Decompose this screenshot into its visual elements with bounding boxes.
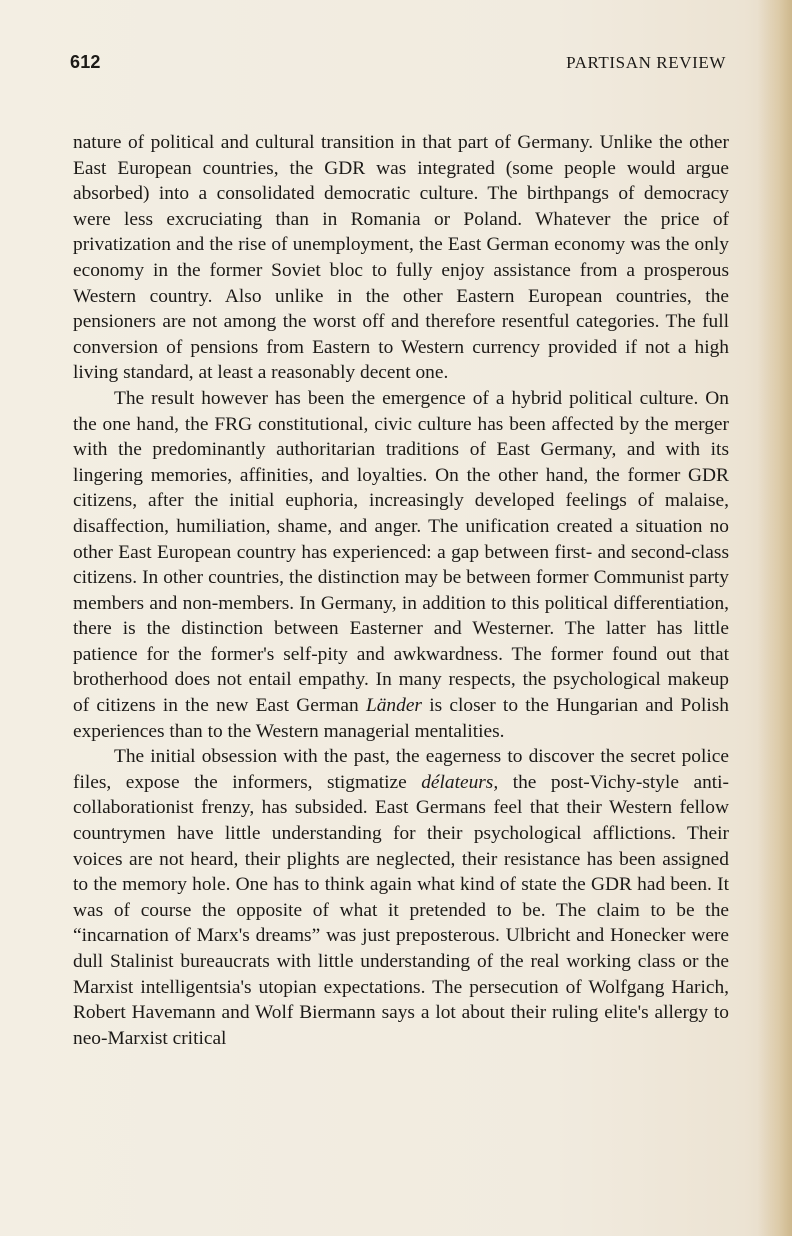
paragraph-1: nature of political and cultural transition in that part of Germany. Unlike the other East European countries, the GDR was integrated (some people would argue absorbed) into a consolidated democratic culture. The birthpangs of democracy were less excruciating than in Romania or Poland. Whatever the price of privatization and the rise of unemployment, the East German economy was the only economy in the former Soviet bloc to fully enjoy assistance from a prosperous Western country. Also unlike in the other Eastern European countries, the pensioners are not among the worst off and therefore resentful categories. The full conversion of pensions from Eastern to Western currency provided if not a high living standard, at least a reasonably decent one. [73, 132, 729, 384]
paragraph-2-text-end: is closer to the Hungarian and Polish experiences than to the Western managerial mentalities. [73, 695, 729, 742]
paragraph-2-text-start: The result however has been the emergence of a hybrid political culture. On the one hand, the FRG constitutional, civic culture has been affected by the merger with the predominantly authoritarian traditions of East Germany, and with its lingering memories, affinities, and loyalties. On the other hand, the former GDR citizens, after the initial euphoria, increasingly developed feelings of malaise, disaffection, humiliation, shame, and anger. The unification created a situation no other East European country has experienced: a gap between first- and second-class citizens. In other countries, the distinction may be between former Communist party members and non-members. In Germany, in addition to this political differentiation, there is the distinction between Easterner and Westerner. The latter has little patience for the former's self-pity and awkwardness. The former found out that brotherhood does not entail empathy. In many respects, the psychological makeup of citizens in the new East German [73, 387, 729, 717]
paragraph-3-italic-term: délateurs, [421, 771, 499, 793]
page-number: 612 [70, 52, 101, 72]
paragraph-2-italic-term: Länder [365, 695, 422, 717]
paragraph-3 [73, 744, 729, 1051]
running-header [70, 52, 726, 78]
page-gutter-shadow [758, 0, 792, 1236]
paragraph-2 [73, 386, 729, 744]
body-text [73, 130, 729, 1051]
paragraph-3-text-end: the post-Vichy-style anti-collaborationist frenzy, has subsided. East Germans feel that their Western fellow countrymen have little understanding for their psychological afflictions. Their voices are not heard, their plights are neglected, their resistance has been assigned to the memory hole. One has to think again what kind of state the GDR had been. It was of course the opposite of what it pretended to be. The claim to be the “incarnation of Marx's dreams” was just preposterous. Ulbricht and Honecker were dull Stalinist bureaucrats with little understanding of the real working class or the Marxist intelligentsia's utopian expectations. The persecution of Wolfgang Harich, Robert Havemann and Wolf Biermann says a lot about their ruling elite's allergy to neo-Marxist critical [73, 771, 729, 1049]
paragraph-3-text-start: The initial obsession with the past, the eagerness to discover the secret police files, expose the informers, stigmatize [73, 746, 729, 793]
journal-title: PARTISAN REVIEW [566, 53, 726, 72]
